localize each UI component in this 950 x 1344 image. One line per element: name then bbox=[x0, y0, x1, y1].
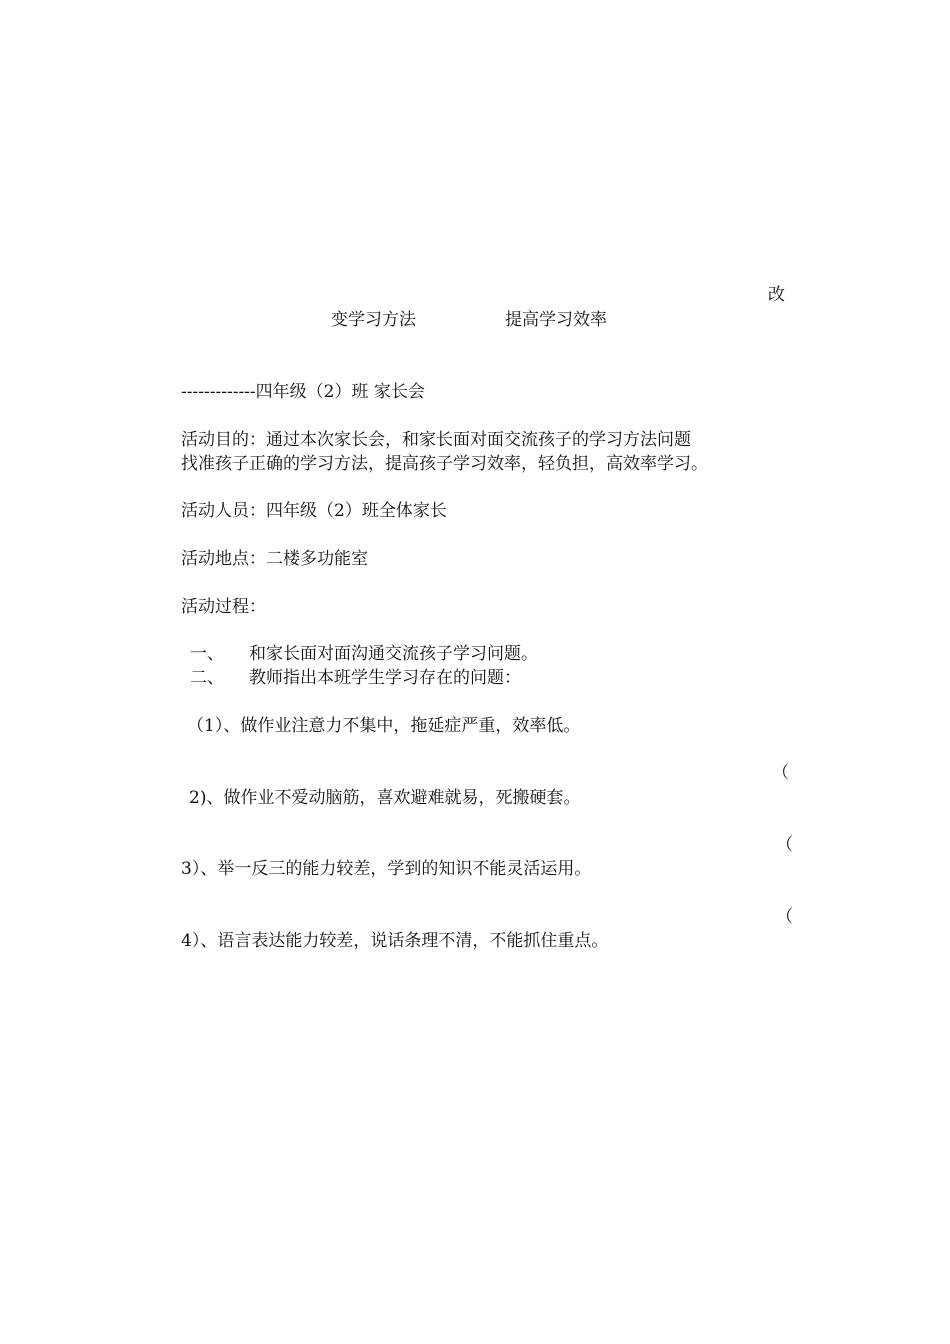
problem-3: 3）、举一反三的能力较差，学到的知识不能灵活运用。 bbox=[181, 859, 592, 879]
problem-2-paren: （ bbox=[772, 763, 789, 783]
step-2-text: 教师指出本班学生学习存在的问题： bbox=[249, 668, 521, 688]
activity-place: 活动地点：二楼多功能室 bbox=[181, 549, 368, 569]
title-right: 提高学习效率 bbox=[505, 310, 607, 330]
title-first-char: 改 bbox=[768, 285, 785, 305]
problem-4-paren: （ bbox=[776, 907, 793, 927]
problem-1: （1）、做作业注意力不集中，拖延症严重，效率低。 bbox=[187, 716, 581, 736]
activity-people: 活动人员：四年级（2）班全体家长 bbox=[181, 501, 447, 521]
step-1-text: 和家长面对面沟通交流孩子学习问题。 bbox=[249, 644, 538, 664]
step-1-number: 一、 bbox=[190, 644, 224, 664]
problem-2: 2)、做作业不爱动脑筋，喜欢避难就易，死搬硬套。 bbox=[189, 788, 581, 808]
problem-3-paren: （ bbox=[776, 835, 793, 855]
title-left: 变学习方法 bbox=[331, 310, 416, 330]
subtitle: -------------四年级（2）班 家长会 bbox=[181, 382, 425, 402]
activity-process-label: 活动过程： bbox=[181, 597, 266, 617]
purpose-line-2: 找准孩子正确的学习方法，提高孩子学习效率，轻负担，高效率学习。 bbox=[181, 454, 708, 474]
purpose-line-1: 活动目的：通过本次家长会，和家长面对面交流孩子的学习方法问题 bbox=[181, 430, 691, 450]
problem-4: 4）、语言表达能力较差，说话条理不清，不能抓住重点。 bbox=[181, 931, 609, 951]
step-2-number: 二、 bbox=[190, 668, 224, 688]
